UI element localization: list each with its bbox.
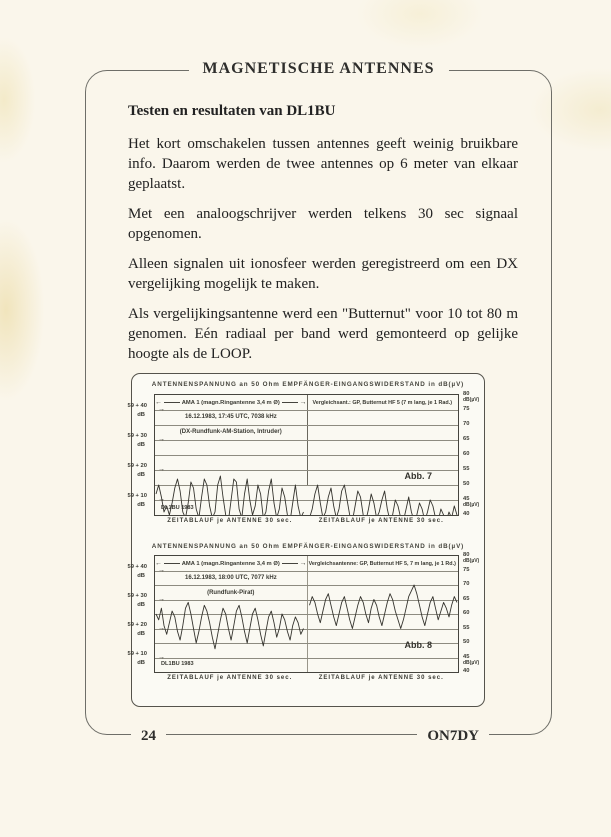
figure-number-label: Abb. 8 [404, 640, 432, 650]
plot-header-row [155, 395, 458, 410]
right-arrow-icon: → [299, 399, 307, 406]
arrow-tail [164, 563, 180, 564]
arrow-tail [282, 402, 298, 403]
plot-area [127, 552, 480, 674]
axis-arrow-icon: → [158, 406, 165, 413]
axis-arrow-icon: → [158, 653, 165, 661]
figure-number-label: Abb. 7 [404, 471, 432, 481]
right-antenna-header: Vergleichsant.: GP, Butternut HF 5 (7 m lang, je 1 Rad.) [312, 399, 452, 406]
axis-arrow-icon: → [158, 466, 165, 473]
trace-right-antenna [310, 485, 458, 515]
left-antenna-header [155, 556, 307, 571]
axis-arrow-icon: → [158, 496, 165, 503]
left-axis-tick-label: 59 + 40 [127, 563, 147, 570]
chart-title: ANTENNENSPANNUNG an 50 Ohm EMPFÄNGER-EINGANGSWIDERSTAND in dB(µV) [151, 543, 465, 550]
left-header-label: AMA 1 (magn.Ringantenne 3,4 m Ø) [181, 560, 280, 567]
axis-arrow-icon: → [158, 436, 165, 443]
left-axis-tick-label: 59 + 20 [127, 463, 147, 469]
y-axis-unit-label: dB(µV) [463, 557, 480, 564]
y-axis-unit-label: dB(µV) [463, 396, 480, 403]
right-axis-tick: 60 [463, 610, 470, 616]
right-axis-tick: 40 [463, 668, 470, 674]
footer-page-number: 24 [131, 728, 166, 745]
text-column [128, 103, 518, 374]
axis-arrow-icon: → [158, 566, 165, 574]
chart-title: ANTENNENSPANNUNG an 50 Ohm EMPFÄNGER-EINGANGSWIDERSTAND in dB(µV) [151, 381, 465, 388]
right-axis-tick: 80 [463, 552, 470, 558]
arrow-tail [282, 563, 298, 564]
xlabel-right: ZEITABLAUF je ANTENNE 30 sec. [318, 675, 444, 681]
left-axis-tick-unit: dB [137, 412, 145, 418]
left-arrow-icon: ← [155, 560, 162, 567]
left-axis-tick-unit: dB [137, 442, 145, 448]
plot-header-row [155, 556, 458, 571]
credit-label: DL1BU 1983 [161, 505, 194, 511]
left-axis-tick-unit: dB [137, 601, 145, 608]
left-axis-tick-label: 59 + 30 [127, 433, 147, 439]
page-header-title: MAGNETISCHE ANTENNES [188, 60, 448, 78]
left-axis-tick-unit: dB [137, 630, 145, 637]
recording-info: 16.12.1983, 17:45 UTC, 7038 kHz [185, 414, 277, 420]
section-title: Testen en resultaten van DL1BU [128, 103, 336, 119]
right-arrow-icon: → [299, 560, 307, 567]
y-axis-unit-label: dB(µV) [463, 502, 480, 509]
recording-info: 16.12.1983, 18:00 UTC, 7077 kHz [185, 575, 277, 581]
right-axis-tick: 70 [463, 581, 470, 587]
plot-area [127, 391, 480, 517]
x-axis-labels [154, 675, 457, 681]
right-axis-tick: 75 [463, 406, 470, 412]
axis-arrow-icon: → [158, 595, 165, 603]
left-axis-tick-unit: dB [137, 502, 145, 508]
right-axis-tick: 80 [463, 391, 470, 397]
left-header-label: AMA 1 (magn.Ringantenne 3,4 m Ø) [181, 399, 280, 406]
left-axis-tick-label: 59 + 10 [127, 650, 147, 657]
left-axis-tick-unit: dB [137, 659, 145, 666]
x-axis-labels [154, 518, 457, 524]
right-axis-tick: 65 [463, 436, 470, 442]
trace-right-antenna [310, 585, 458, 629]
right-axis-tick: 55 [463, 466, 470, 472]
y-axis-unit-label: dB(µV) [463, 659, 480, 666]
page-border-box [85, 60, 552, 744]
right-axis-tick: 45 [463, 496, 470, 502]
signal-source-info: (Rundfunk-Pirat) [207, 590, 255, 596]
left-axis-tick-unit: dB [137, 572, 145, 579]
xlabel-left: ZEITABLAUF je ANTENNE 30 sec. [167, 518, 293, 524]
right-antenna-header: Vergleichsantenne: GP, Butternut HF 5, 7 m lang, je 1 Rd.) [308, 560, 456, 567]
left-arrow-icon: ← [155, 399, 162, 406]
axis-arrow-icon: → [158, 624, 165, 632]
left-axis-tick-label: 59 + 30 [127, 592, 147, 599]
paragraph: Het kort omschakelen tussen antennes geeft weinig bruikbare info. Daarom werden de twee antennes op 6 meter van elkaar geplaatst. [128, 136, 518, 192]
right-axis-tick: 55 [463, 624, 470, 631]
left-axis-tick-label: 59 + 40 [127, 403, 147, 409]
signal-source-info: (DX-Rundfunk-AM-Station, Intruder) [179, 429, 282, 435]
paragraph: Alleen signalen uit ionosfeer werden geregistreerd om een DX vergelijking mogelijk te maken. [128, 256, 518, 292]
right-axis-tick: 75 [463, 566, 470, 573]
right-axis-tick: 50 [463, 639, 470, 645]
figure-box [127, 373, 485, 707]
credit-label: DL1BU 1983 [161, 661, 194, 667]
left-antenna-header [155, 395, 307, 410]
xlabel-left: ZEITABLAUF je ANTENNE 30 sec. [167, 675, 293, 681]
right-axis-tick: 60 [463, 451, 470, 457]
trace-left-antenna [156, 602, 304, 648]
left-axis-tick-unit: dB [137, 472, 145, 478]
paragraph: Als vergelijkingsantenne werd een "Butternut" voor 10 tot 80 m genomen. Eén radiaal per band werd gemonteerd op gelijke hoogte als de LOOP. [128, 306, 518, 362]
right-axis-tick: 50 [463, 481, 470, 487]
paragraph: Met een analoogschrijver werden telkens 30 sec signaal opgenomen. [128, 206, 518, 242]
right-axis-tick: 65 [463, 595, 470, 602]
xlabel-right: ZEITABLAUF je ANTENNE 30 sec. [318, 518, 444, 524]
right-axis-tick: 45 [463, 653, 470, 660]
arrow-tail [164, 402, 180, 403]
right-axis-tick: 40 [463, 511, 470, 517]
left-axis-tick-label: 59 + 10 [127, 493, 147, 499]
footer-author: ON7DY [417, 728, 489, 745]
left-axis-tick-label: 59 + 20 [127, 621, 147, 628]
right-axis-tick: 70 [463, 421, 470, 427]
